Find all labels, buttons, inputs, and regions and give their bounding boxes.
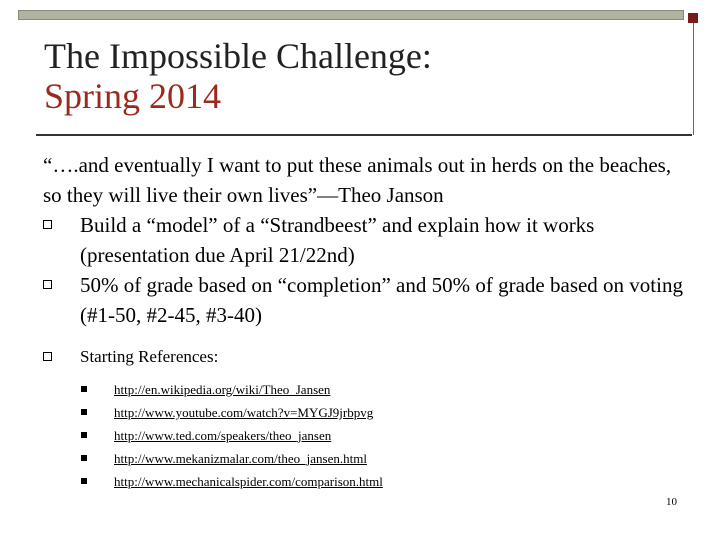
reference-item (77, 424, 683, 447)
filled-square-bullet-icon (81, 409, 87, 415)
title-line-2: Spring 2014 (44, 76, 222, 116)
reference-link[interactable]: http://www.youtube.com/watch?v=MYGJ9jrbpvg (114, 405, 374, 420)
filled-square-bullet-icon (81, 386, 87, 392)
reference-link[interactable]: http://www.mechanicalspider.com/comparison.html (114, 474, 383, 489)
decorative-side-line (693, 23, 694, 135)
hollow-square-bullet-icon (43, 280, 52, 289)
bullet-text: Build a “model” of a “Strandbeest” and explain how it works (presentation due April 21/22nd) (80, 213, 595, 267)
title-line-1: The Impossible Challenge: (44, 36, 432, 76)
quote-text: “….and eventually I want to put these animals out in herds on the beaches, so they will live their own lives”—Theo Janson (43, 153, 672, 207)
decorative-corner-block (688, 13, 698, 23)
bullet-text: Starting References: (80, 347, 219, 366)
reference-list (43, 378, 683, 493)
bullet-text: 50% of grade based on “completion” and 50% of grade based on voting (#1-50, #2-45, #3-40) (80, 273, 683, 327)
bullet-item (43, 210, 683, 270)
reference-item (77, 378, 683, 401)
decorative-top-bar (18, 10, 684, 20)
reference-item (77, 447, 683, 470)
slide-body (43, 150, 683, 493)
reference-item (77, 401, 683, 424)
bullet-list (43, 210, 683, 372)
slide-title (44, 36, 432, 116)
title-divider (36, 134, 692, 136)
filled-square-bullet-icon (81, 455, 87, 461)
reference-link[interactable]: http://www.ted.com/speakers/theo_jansen (114, 428, 332, 443)
hollow-square-bullet-icon (43, 220, 52, 229)
reference-link[interactable]: http://en.wikipedia.org/wiki/Theo_Jansen (114, 382, 331, 397)
bullet-item (43, 270, 683, 330)
filled-square-bullet-icon (81, 432, 87, 438)
filled-square-bullet-icon (81, 478, 87, 484)
bullet-item (43, 342, 683, 372)
reference-item (77, 470, 683, 493)
reference-link[interactable]: http://www.mekanizmalar.com/theo_jansen.html (114, 451, 367, 466)
page-number: 10 (666, 496, 677, 508)
hollow-square-bullet-icon (43, 352, 52, 361)
